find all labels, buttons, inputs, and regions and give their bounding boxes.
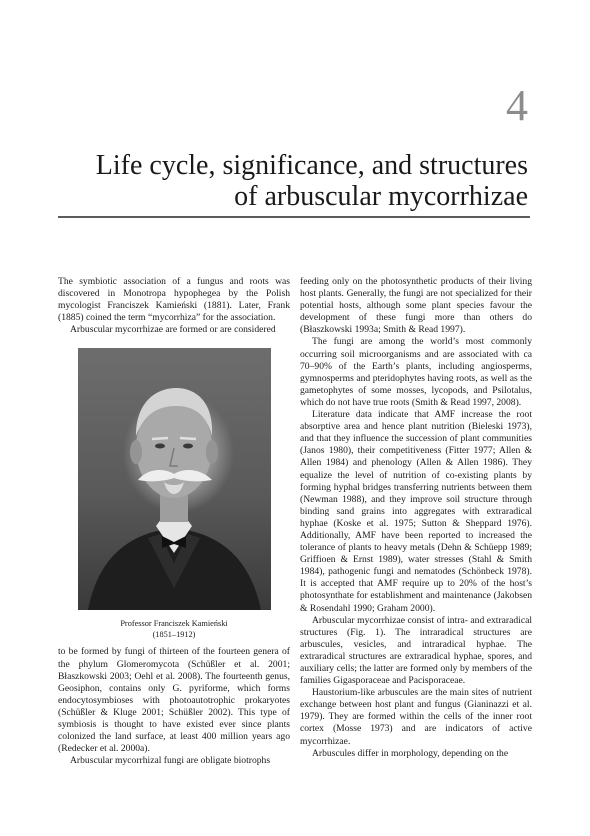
paragraph: Haustorium-like arbuscules are the main sites of nutrient exchange between host plant and fungus (Gianinazzi et al. 1979). They are formed within the cells of the inner root cortex (Mosse 1973) and are indicators of active mycorrhizae. bbox=[300, 687, 532, 747]
paragraph: Arbuscules differ in morphology, depending on the bbox=[312, 747, 509, 759]
portrait-photo bbox=[78, 348, 271, 610]
paragraph: to be formed by fungi of thirteen of the fourteen genera of the phylum Glomeromycota (Schüßler et al. 2001; Błaszkowski 2003; Oehl et al. 2008). The fourteenth genus, Geosiphon, contains only G. pyriforme, which forms endocytosymbioses with photoautotrophic prokaryotes (Schüßler & Kluge 2001; Schüßler 2002). This type of symbiosis is thought to have existed ever since plants colonized the land surface, at least 400 million years ago (Redecker et al. 2000a). bbox=[58, 646, 290, 755]
paragraph: Arbuscular mycorrhizae consist of intra- and extraradical structures (Fig. 1). The intraradical structures are arbuscules, vesicles, and intraradical hyphae. The extraradical structures are extraradical hyphae, spores, and auxiliary cells; the latter are formed only by members of the families Gigasporaceae and Pacisporaceae. bbox=[300, 614, 532, 687]
title-rule bbox=[58, 216, 530, 218]
chapter-title-line-2: of arbuscular mycorrhizae bbox=[234, 181, 528, 212]
left-column bbox=[58, 276, 290, 767]
right-column bbox=[300, 276, 532, 760]
paragraph: Arbuscular mycorrhizae are formed or are considered bbox=[70, 324, 276, 336]
figure-caption bbox=[58, 618, 290, 640]
chapter-title-line-1: Life cycle, significance, and structures bbox=[95, 150, 528, 181]
paragraph: Arbuscular mycorrhizal fungi are obligate biotrophs bbox=[70, 755, 271, 767]
portrait-illustration bbox=[78, 348, 271, 610]
paragraph: feeding only on the photosynthetic products of their living host plants. Generally, the fungi are not specialized for their potential hosts, although some plant species favour the development of these fungi more than others do (Błaszkowski 1993a; Smith & Read 1997). bbox=[300, 276, 532, 336]
paragraph: The symbiotic association of a fungus and roots was discovered in Monotropa hypophegea by the Polish mycologist Franciszek Kamieński (1881). Later, Frank (1885) coined the term “mycorrhiza” for the association. bbox=[58, 276, 290, 324]
caption-dates: (1851–1912) bbox=[152, 630, 196, 640]
chapter-number: 4 bbox=[506, 81, 528, 130]
paragraph: The fungi are among the world’s most commonly occurring soil microorganisms and are associated with ca 70–90% of the Earth’s plants, including angiosperms, gymnosperms and pteridophytes having roots, as well as the gametophytes of some mosses, lycopods, and Psilotalus, which do not have true roots (Smith & Read 1997, 2008). bbox=[300, 336, 532, 408]
paragraph: Literature data indicate that AMF increase the root absorptive area and hence plant nutrition (Bieleski 1973), and that they influence the succession of plant communities (Janos 1980), their competitiveness (Fitter 1977; Allen & Allen 1984) and phenology (Allen & Allen 1986). They equalize the level of nutrition of co-existing plants by forming hyphal bridges transferring nutrients between them (Newman 1988), and they improve soil structure through binding sand grains into aggregates with extraradical hyphae (Koske et al. 1975; Sutton & Sheppard 1976). Additionally, AMF have been reported to increased the tolerance of plants to heavy metals (Dehn & Schüepp 1989; Griffioen & Ernst 1989), water stresses (Stahl & Smith 1984), pathogenic fungi and nematodes (Schönbeck 1978). It is accepted that AMF require up to 20% of the host’s photosynthate for establishment and maintenance (Jakobsen & Rosendahl 1990; Graham 2000). bbox=[300, 409, 532, 614]
chapter-title bbox=[88, 150, 528, 212]
caption-name: Professor Franciszek Kamieński bbox=[120, 619, 228, 629]
